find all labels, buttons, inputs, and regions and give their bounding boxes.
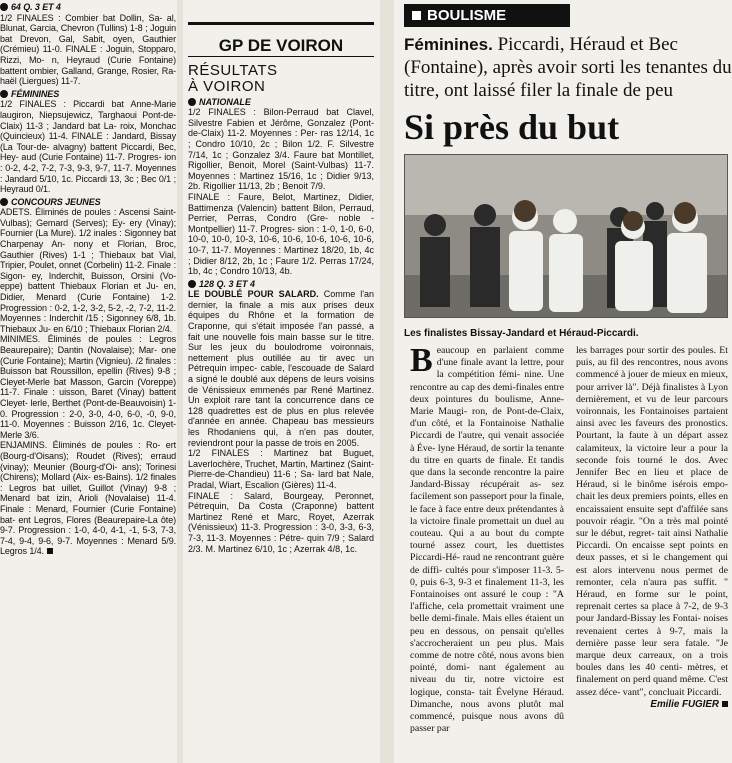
article-boulisme bbox=[404, 0, 732, 763]
section-title: NATIONALE bbox=[199, 96, 251, 107]
paragraph-minimes: MINIMES. Éliminés de poules : Legros Beaurepaire); Dantin (Novalaise); Mar- one (Curie Fontaine); Martin (Vignieu). /2 finales : Buisson bat Roussillon, epellin (Rives) 9-8 ; Cleyet-Merle bat Masson, Garcin (Voreppe) 11-7. Finale : uisson, Baret (Vinay) battent Cleyet- lerle, Berthet (Pont-de-Beauvoisin) 1-0. Progression : 2-0, 3-0, 4-0, 6-0, -0, 9-0, 11-0. Moyennes : Buisson 2/16, 1c. Cleyet-Merle 3/6. bbox=[0, 334, 176, 440]
bullet-icon bbox=[0, 198, 8, 206]
section-banner-label: BOULISME bbox=[427, 7, 507, 24]
square-icon bbox=[412, 11, 421, 20]
paragraph: 1/2 FINALES : Combier bat Dollin, Sa- al, Blunat, Garcia, Chevron (Tullins) 1-8 ; Joguin bat Drevon, Gal, Sabit, oyen, Gauthier (Crémieu) 11-0. FINALE : Joguin, Stopparo, Rizzi, Mo- n, Heyraud (Curie Fontaine) battent ombier, Galland, Grange, Rosier, Ra- haël (Liergues) 11-7. bbox=[0, 12, 176, 87]
bullet-icon bbox=[188, 98, 196, 106]
paragraph: FINALE : Salard, Bourgeay, Peronnet, Pétrequin, Da Costa (Craponne) battent Martinez René et Marc, Royet, Azerrak (Vénissieux) 11-3. Progression : 3-0, 3-3, 6-3, 7-3, 11-3. Moyennes : Pétre- quin 7/9 ; Salard 2/3. M. Martinez 6/10, 1c ; Azerrak 4/8, 1c. bbox=[188, 490, 374, 554]
section-title: FÉMININES bbox=[11, 88, 60, 99]
results-column-left bbox=[0, 0, 176, 763]
section-title: 64 Q. 3 ET 4 bbox=[11, 2, 61, 12]
author-name: Emilie FUGIER bbox=[650, 698, 719, 710]
paragraph-text: ENJAMINS. Éliminés de poules : Ro- ert (Bourg-d'Oisans); Roudet (Rives); erraud (vinay); Meunier (Bourg-d'Oi- ans); Torinesi (Chirens); Mollard (Aix- es-Bains). 1/2 finales : Legros bat uillet, Guillot (Vinay) 9-8 ; Menard bat izin, Arioli (Novalaise) 11-4. Finale : Menard, Fournier (Curie Fontaine) bat- ent Legros, Flores (Beaurepaire-La ôte) 9-7. Progression : 1-0, 4-0, 4-1, -1, 5-3, 7-3, 7-4, 9-4, 9-6, 9-7. Moyennes : Menard 5/9. Legros 1/4. bbox=[0, 440, 176, 557]
paragraph-text: Comme l'an dernier, la finale a mis aux prises deux équipes du Rhône et la formation de Craponne, qui s'était imposée l'an passé, a fait une nouvelle fois main basse sur le titre. Sur les jeux du boulodrome voironnais, nettement plus outillée au tir avec un Pétrequin impec- cable, l'escouade de Salard a signé le doublé aux dépens de leurs voisins de Vénissieux emmenés par René Martinez. Un exploit rare tant la concurrence dans ce 128 quadrettes est de plus en plus relevée d'année en année. Chapeau bas messieurs les Rhodaniens qui, à n'en pas douter, reviendront pour la passe de trois en 2005. bbox=[188, 289, 374, 448]
kicker-lead: Féminines. bbox=[404, 35, 493, 54]
article-column-right bbox=[576, 345, 728, 711]
paragraph-cadets: ADETS. Éliminés de poules : Ascensi Saint-Vulbas); Gemard (Serves); Ey- ery (Vinay); Fournier (La Mure). 1/2 inales : Sigonney bat Charpenay An- nony et Florian, Broc, Gauthier (Rives) 1-1 ; Thiebaux bat Vial, Tripier, Poulet, onnet (Corbelin) 11-2. Finale : Sigon- ey, Inderchit, Buisson, Orsini (Vo- eppe) battent Thiebaux Florian et Ju- en, Didier, Menard (Curie Fontaine) 1-2. Progression : 0-2, 1-2, 3-2, 5-2, -2, 7-2, 11-2. Moyennes : Inderchit /15 ; Sigonney 6/8, 1b. Thiebaux Ju- en 6/10 ; Thiebaux Florian 2/4. bbox=[0, 207, 176, 334]
photo-caption: Les finalistes Bissay-Jandard et Héraud-Piccardi. bbox=[404, 328, 639, 339]
column-gutter bbox=[177, 0, 183, 763]
results-title bbox=[188, 63, 374, 95]
article-headline: Si près du but bbox=[404, 107, 620, 147]
bullet-icon bbox=[0, 3, 8, 11]
end-mark-icon bbox=[47, 548, 53, 554]
results-title-line: RÉSULTATS bbox=[188, 61, 278, 79]
team-photo bbox=[404, 154, 728, 318]
paragraph-benjamins bbox=[0, 440, 176, 557]
section-feminines bbox=[0, 89, 176, 100]
section-banner bbox=[404, 4, 570, 27]
column-gutter bbox=[380, 0, 394, 763]
paragraph: 1/2 FINALES : Piccardi bat Anne-Marie laugiron, Niepsujewicz, Targhaoui Pont-de-Claix) 11-3 ; Jandard bat La- roix, Monchac (Quincieux) 11-4. FINALE : Jandard, Bissay (La Tour-de- alvagny) battent Piccardi, Bec, Hey- aud (Curie Fontaine) 11-7. Progres- ion : 0-2, 4-2, 7-2, 7-3, 9-3, 9-7, 11-7. Moyennes : Jandard 5/10, 1c. Piccardi 13, 3c ; Bec 0/1 ; Heyraud 0/1. bbox=[0, 99, 176, 195]
paragraph: 1/2 FINALES : Martinez bat Buguet, Laverlochère, Truchet, Martin, Martinez (Saint-Pierre-de-Chandieu) 11-6 ; Sa- lard bat Nale, Pradal, Wiart, Escalion (Gières) 11-4. bbox=[188, 448, 374, 490]
paragraph: FINALE : Faure, Belot, Martinez, Didier, Battimenza (Valencin) battent Bilon, Perraud, Perrier, Perras, Condro (Gre- noble - Montpellier) 11-7. Progres- sion : 1-0, 1-0, 6-0, 10-0, 10-0, 10-3, 10-6, 10-6, 10-6, 10-6, 10-6, 10-7, 11-7. Moyennes : Martinez 18/20, 1b, 4c ; Didier 8/12, 2b, 1c ; Faure 1/2. Perras 17/24, 1b, 4c ; Condro 10/13, 4b. bbox=[188, 191, 374, 277]
article-text: eaucoup en parlaient comme d'une finale avant la lettre, pour la compétition fémi- nine. Une rencontre au cap des demi-finales entre deux pointures du boulisme, Anne-Marie Maugi- ron, de Pont-de-Claix, d'un côté, et la Fontainoise Nathalie Piccardi de l'autre, qui venait associée à Éve- lyne Héraud, de sortir la tenante du titre en quarts de finale. Et tandis que dans la seconde rencontre la paire Jandard-Bissay récupérait as- sez facilement son passeport pour la finale, le face à face entre deux prétendantes à la victoire finale promettait un duel au couteau. Qui a au bout du compte tourné assez court, les duettistes Piccardi-Hé- raud ne rencontrant guère de diffi- cultés pour s'imposer 11-3. 5-0, puis 6-3, 9-3 et finalement 11-3, les Fontainoises ont assuré le coup : "A l'affiche, cela promettait vraiment une belle demi-finale. Mais elles étaient un peu en dessous, on pensait qu'elles s'accrocheraient un peu plus. Mais comme de notre côté, nous avons bien pointé, domi- nant également au niveau du tir, notre victoire est logique, consta- tait Évelyne Héraud. Dimanche, nous avons plutôt mal commencé, puisque nous avons dû passer par bbox=[410, 345, 564, 735]
section-128q bbox=[188, 279, 374, 290]
article-kicker bbox=[404, 33, 732, 102]
section-concours-jeunes bbox=[0, 197, 176, 208]
section-title: CONCOURS JEUNES bbox=[11, 196, 101, 207]
bullet-icon bbox=[0, 90, 8, 98]
gp-voiron-header: GP DE VOIRON bbox=[188, 22, 374, 57]
end-mark-icon bbox=[722, 701, 728, 707]
article-column-left bbox=[410, 342, 564, 736]
team-photo-image bbox=[405, 155, 727, 317]
section-64q bbox=[0, 2, 176, 13]
drop-cap: B bbox=[410, 342, 433, 379]
results-column-voiron bbox=[188, 0, 374, 763]
section-nationale bbox=[188, 97, 374, 108]
paragraph bbox=[188, 289, 374, 448]
paragraph: 1/2 FINALES : Bilon-Perraud bat Clavel, Silvestre Fabien et Jérôme, Gonzalez (Pont-de-Claix) 11-2. Moyennes : Per- ras 12/14, 1c ; Condro 10/10, 2c ; Bilon 1/2. F. Silvestre 7/14, 1c ; Gonzalez 3/4. Faure bat Montillet, Rigollier, Benoit, Morel (Saint-Vulbas) 11-7. Moyennes : Martinez 15/16, 1c ; Didier 9/13, 2b. Rigollier 11/13, 2b ; Benoit 7/9. bbox=[188, 107, 374, 192]
bullet-icon bbox=[188, 280, 196, 288]
results-title-line: À VOIRON bbox=[188, 77, 266, 95]
kicker-text: Piccardi, Héraud et Bec (Fontaine), après avoir sorti les tenantes du titre, ont laissé filer la finale de peu bbox=[404, 34, 732, 101]
article-text: les barrages pour sortir des poules. Et puis, au fil des rencontres, nous avons commencé à jouer de mieux en mieux, pour arriver là". Déjà finalistes à Lyon dernièrement, et vu de leur parcours voironnais, les Fontainoises partaient ainsi avec les faveurs des pronostics. Pourtant, la faute à un départ assez calamiteux, la victoire leur a pour la seconde fois tourné le dos. Avec Jennifer Bec en lieu et place de Héraud, si le binôme isérois empo- chait les deux premiers points, elles en encaissaient ensuite sept d'affilée sans pouvoir réagir. "On a très mal pointé sur le début, regret- tait ainsi Nathalie Piccardi. On encaisse sept points en deux passes, et si le changement qui est alors intervenu nous permet de remonter, cela n'aura pas suffit. " Héraud, en forme sur le point, reprenait certes sa place à 7-2, de 9-3 pour Jandard-Bissay les Fontai- noises revenaient certes à 9-7, mais la dernière passe leur sera fatale. "Je marque deux carreaux, on a trois boules dans les 40 centi- mètres, et finalement on perd quand même. C'est assez déce- vant", concluait Piccardi. bbox=[576, 345, 728, 698]
paragraph-lead: LE DOUBLÉ POUR SALARD. bbox=[188, 289, 319, 300]
author-signature bbox=[576, 699, 728, 711]
section-title: 128 Q. 3 ET 4 bbox=[199, 278, 256, 289]
